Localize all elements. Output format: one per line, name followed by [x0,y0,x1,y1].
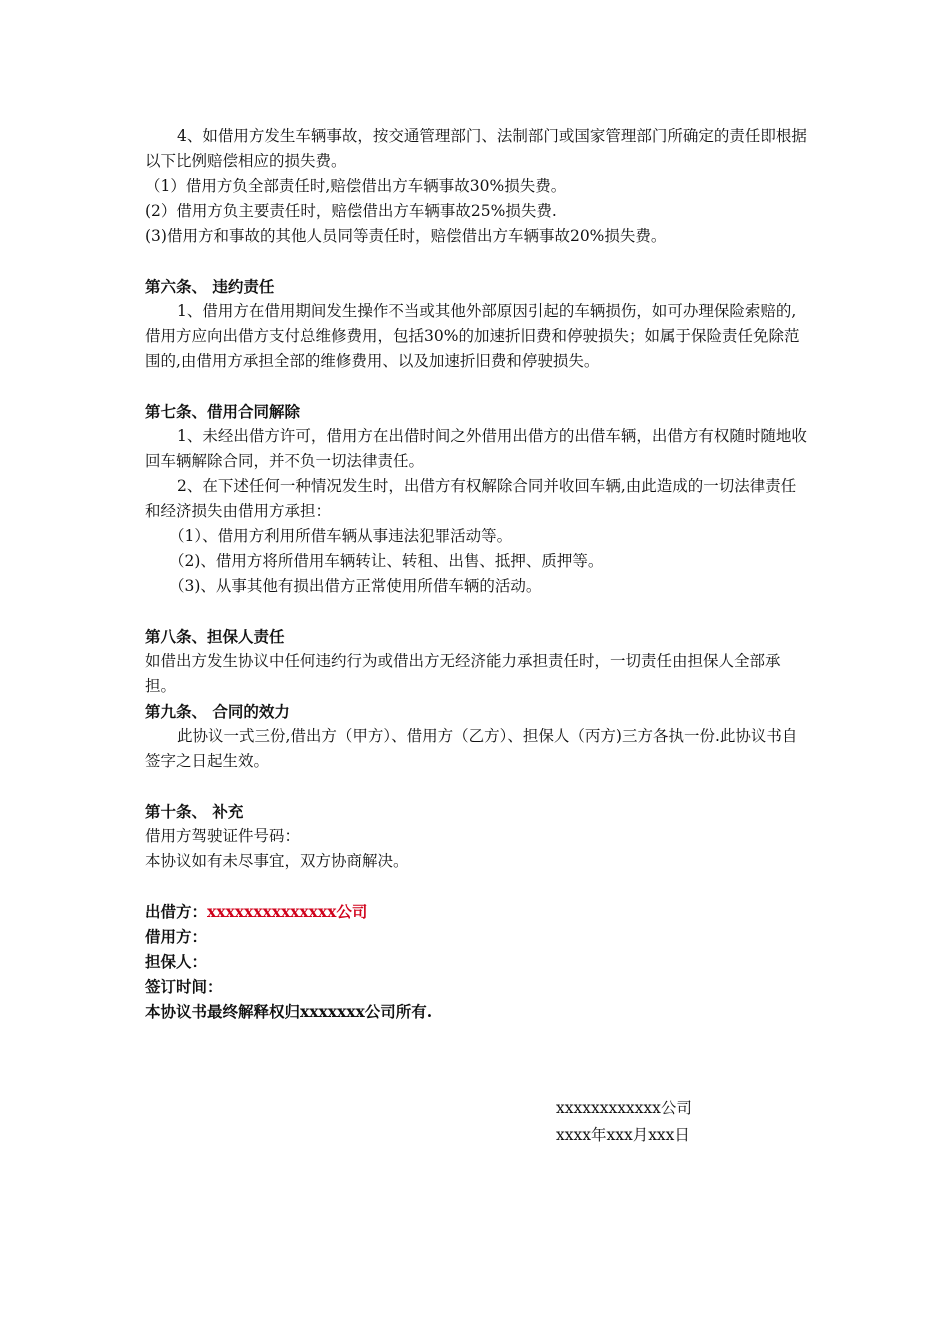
section-9-title: 第九条、 合同的效力 [145,702,290,721]
section-7-clause-1: 1、未经出借方许可，借用方在出借时间之外借用出借方的出借车辆，出借方有权随时随地收回车辆解除合同，并不负一切法律责任。 [145,427,807,470]
signature-block [145,899,810,1024]
footer-company: xxxxxxxxxxxx公司 [556,1099,692,1117]
section-7-title: 第七条、借用合同解除 [145,402,301,421]
section-7-item-3: （3)、从事其他有损出借方正常使用所借车辆的活动。 [169,577,542,595]
section-8-title: 第八条、担保人责任 [145,627,285,646]
clause-4-item-1: （1）借用方负全部责任时,赔偿借出方车辆事故30%损失费。 [145,177,567,195]
interpretation-clause: 本协议书最终解释权归xxxxxxx公司所有. [145,1002,433,1021]
section-10-title: 第十条、 补充 [145,802,244,821]
clause-4-accident: 4、如借用方发生车辆事故，按交通管理部门、法制部门或国家管理部门所确定的责任即根据以下比例赔偿相应的损失费。 [145,127,807,170]
section-6-title: 第六条、 违约责任 [145,277,275,296]
clause-4-item-2: (2）借用方负主要责任时，赔偿借出方车辆事故25%损失费. [145,202,557,220]
lender-label: 出借方： [145,902,208,921]
footer-signature [556,1095,692,1149]
borrower-label: 借用方： [145,927,208,946]
section-6-clause-1: 1、借用方在借用期间发生操作不当或其他外部原因引起的车辆损伤，如可办理保险索赔的,借用方应向出借方支付总维修费用，包括30%的加速折旧费和停驶损失；如属于保险责任免除范围的,由借用方承担全部的维修费用、以及加速折旧费和停驶损失。 [145,302,800,370]
section-7-clause-2: 2、在下述任何一种情况发生时，出借方有权解除合同并收回车辆,由此造成的一切法律责任和经济损失由借用方承担： [145,477,797,520]
section-10-supplement: 本协议如有未尽事宜，双方协商解决。 [145,852,409,870]
section-7-item-2: （2)、借用方将所借用车辆转让、转租、出售、抵押、质押等。 [169,552,604,570]
lender-line [145,899,810,924]
signing-date-label: 签订时间： [145,977,223,996]
section-7-item-1: （1）、借用方利用所借车辆从事违法犯罪活动等。 [169,527,513,545]
section-10-license: 借用方驾驶证件号码： [145,827,301,845]
lender-value: xxxxxxxxxxxxxx公司 [207,902,368,921]
guarantor-label: 担保人： [145,952,208,971]
contract-page [145,124,810,1024]
section-8-clause: 如借出方发生协议中任何违约行为或借出方无经济能力承担责任时，一切责任由担保人全部承担。 [145,652,781,695]
clause-4-item-3: (3)借用方和事故的其他人员同等责任时，赔偿借出方车辆事故20%损失费。 [145,227,667,245]
footer-date: xxxx年xxx月xxx日 [556,1126,690,1144]
section-9-clause: 此协议一式三份,借出方（甲方）、借用方（乙方）、担保人（丙方)三方各执一份.此协议书自签字之日起生效。 [145,727,798,770]
